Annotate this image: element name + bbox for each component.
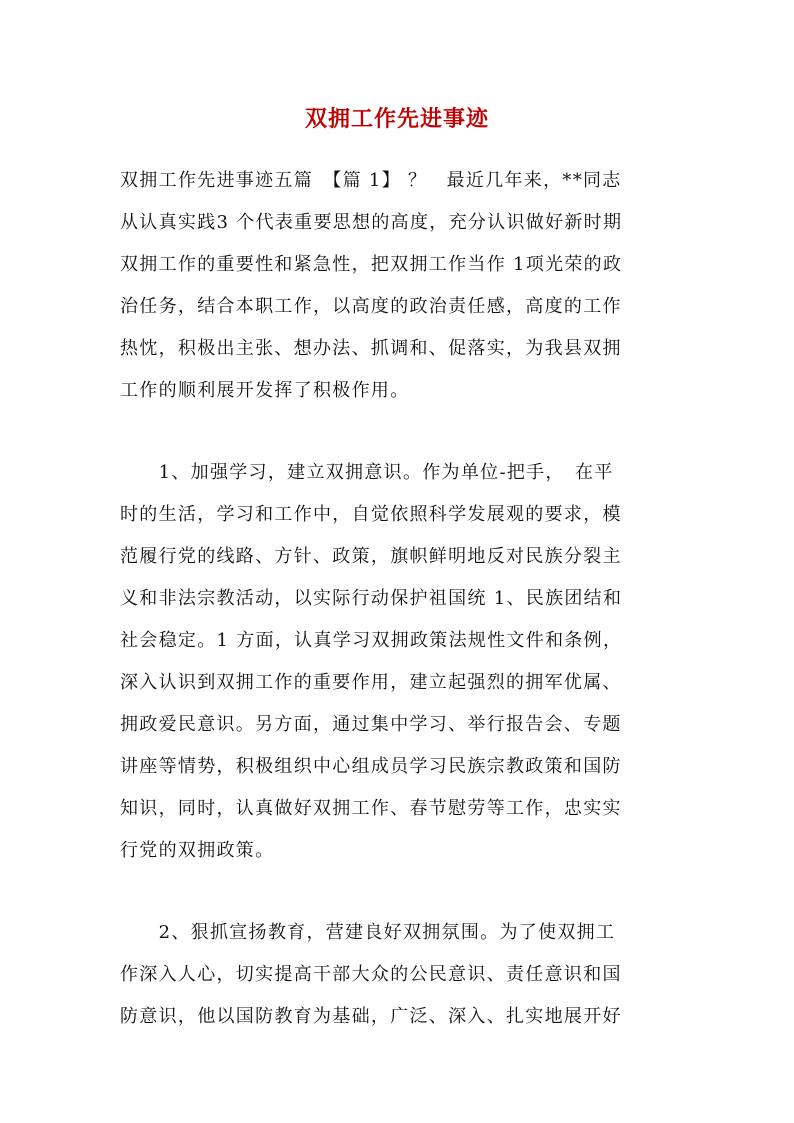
paragraph-intro	[120, 160, 692, 412]
text-line: 2、狠抓宣扬教育，营建良好双拥氛围。为了使双拥工	[120, 922, 616, 943]
text-line: 热忱，积极出主张、想办法、抓调和、促落实，为我县双拥	[120, 338, 622, 359]
text-line: 治任务，结合本职工作，以高度的政治责任感，高度的工作	[120, 296, 622, 317]
text-line: 深入认识到双拥工作的重要作用，建立起强烈的拥军优属、	[120, 672, 622, 693]
text-line: 作深入人心，切实提高干部大众的公民意识、责任意识和国	[120, 964, 622, 985]
paragraph-section-2	[120, 912, 692, 1038]
text-line: 防意识，他以国防教育为基础，广泛、深入、扎实地展开好	[120, 1006, 622, 1027]
text-line: 社会稳定。1 方面，认真学习双拥政策法规性文件和条例，	[120, 630, 623, 651]
text-line: 从认真实践3 个代表重要思想的高度，充分认识做好新时期	[120, 212, 623, 233]
text-line: 工作的顺利展开发挥了积极作用。	[120, 380, 410, 401]
text-line: 1、加强学习，建立双拥意识。作为单位-把手， 在平	[120, 462, 614, 483]
text-line: 双拥工作的重要性和紧急性，把双拥工作当作 1项光荣的政	[120, 254, 623, 275]
text-line: 讲座等情势，积极组织中心组成员学习民族宗教政策和国防	[120, 756, 622, 777]
document-title: 双拥工作先进事迹	[304, 106, 489, 132]
text-line: 时的生活，学习和工作中，自觉依照科学发展观的要求，模	[120, 504, 622, 525]
text-line: 拥政爱民意识。另方面，通过集中学习、举行报告会、专题	[120, 714, 622, 735]
text-line: 双拥工作先进事迹五篇 【篇 1】 ？ 最近几年来，**同志	[120, 170, 622, 191]
text-line: 知识，同时，认真做好双拥工作、春节慰劳等工作，忠实实	[120, 798, 622, 819]
text-line: 行党的双拥政策。	[120, 840, 275, 861]
text-line: 范履行党的线路、方针、政策，旗帜鲜明地反对民族分裂主	[120, 546, 622, 567]
text-line: 义和非法宗教活动，以实际行动保护祖国统 1、民族团结和	[120, 588, 623, 609]
paragraph-section-1	[120, 452, 692, 872]
